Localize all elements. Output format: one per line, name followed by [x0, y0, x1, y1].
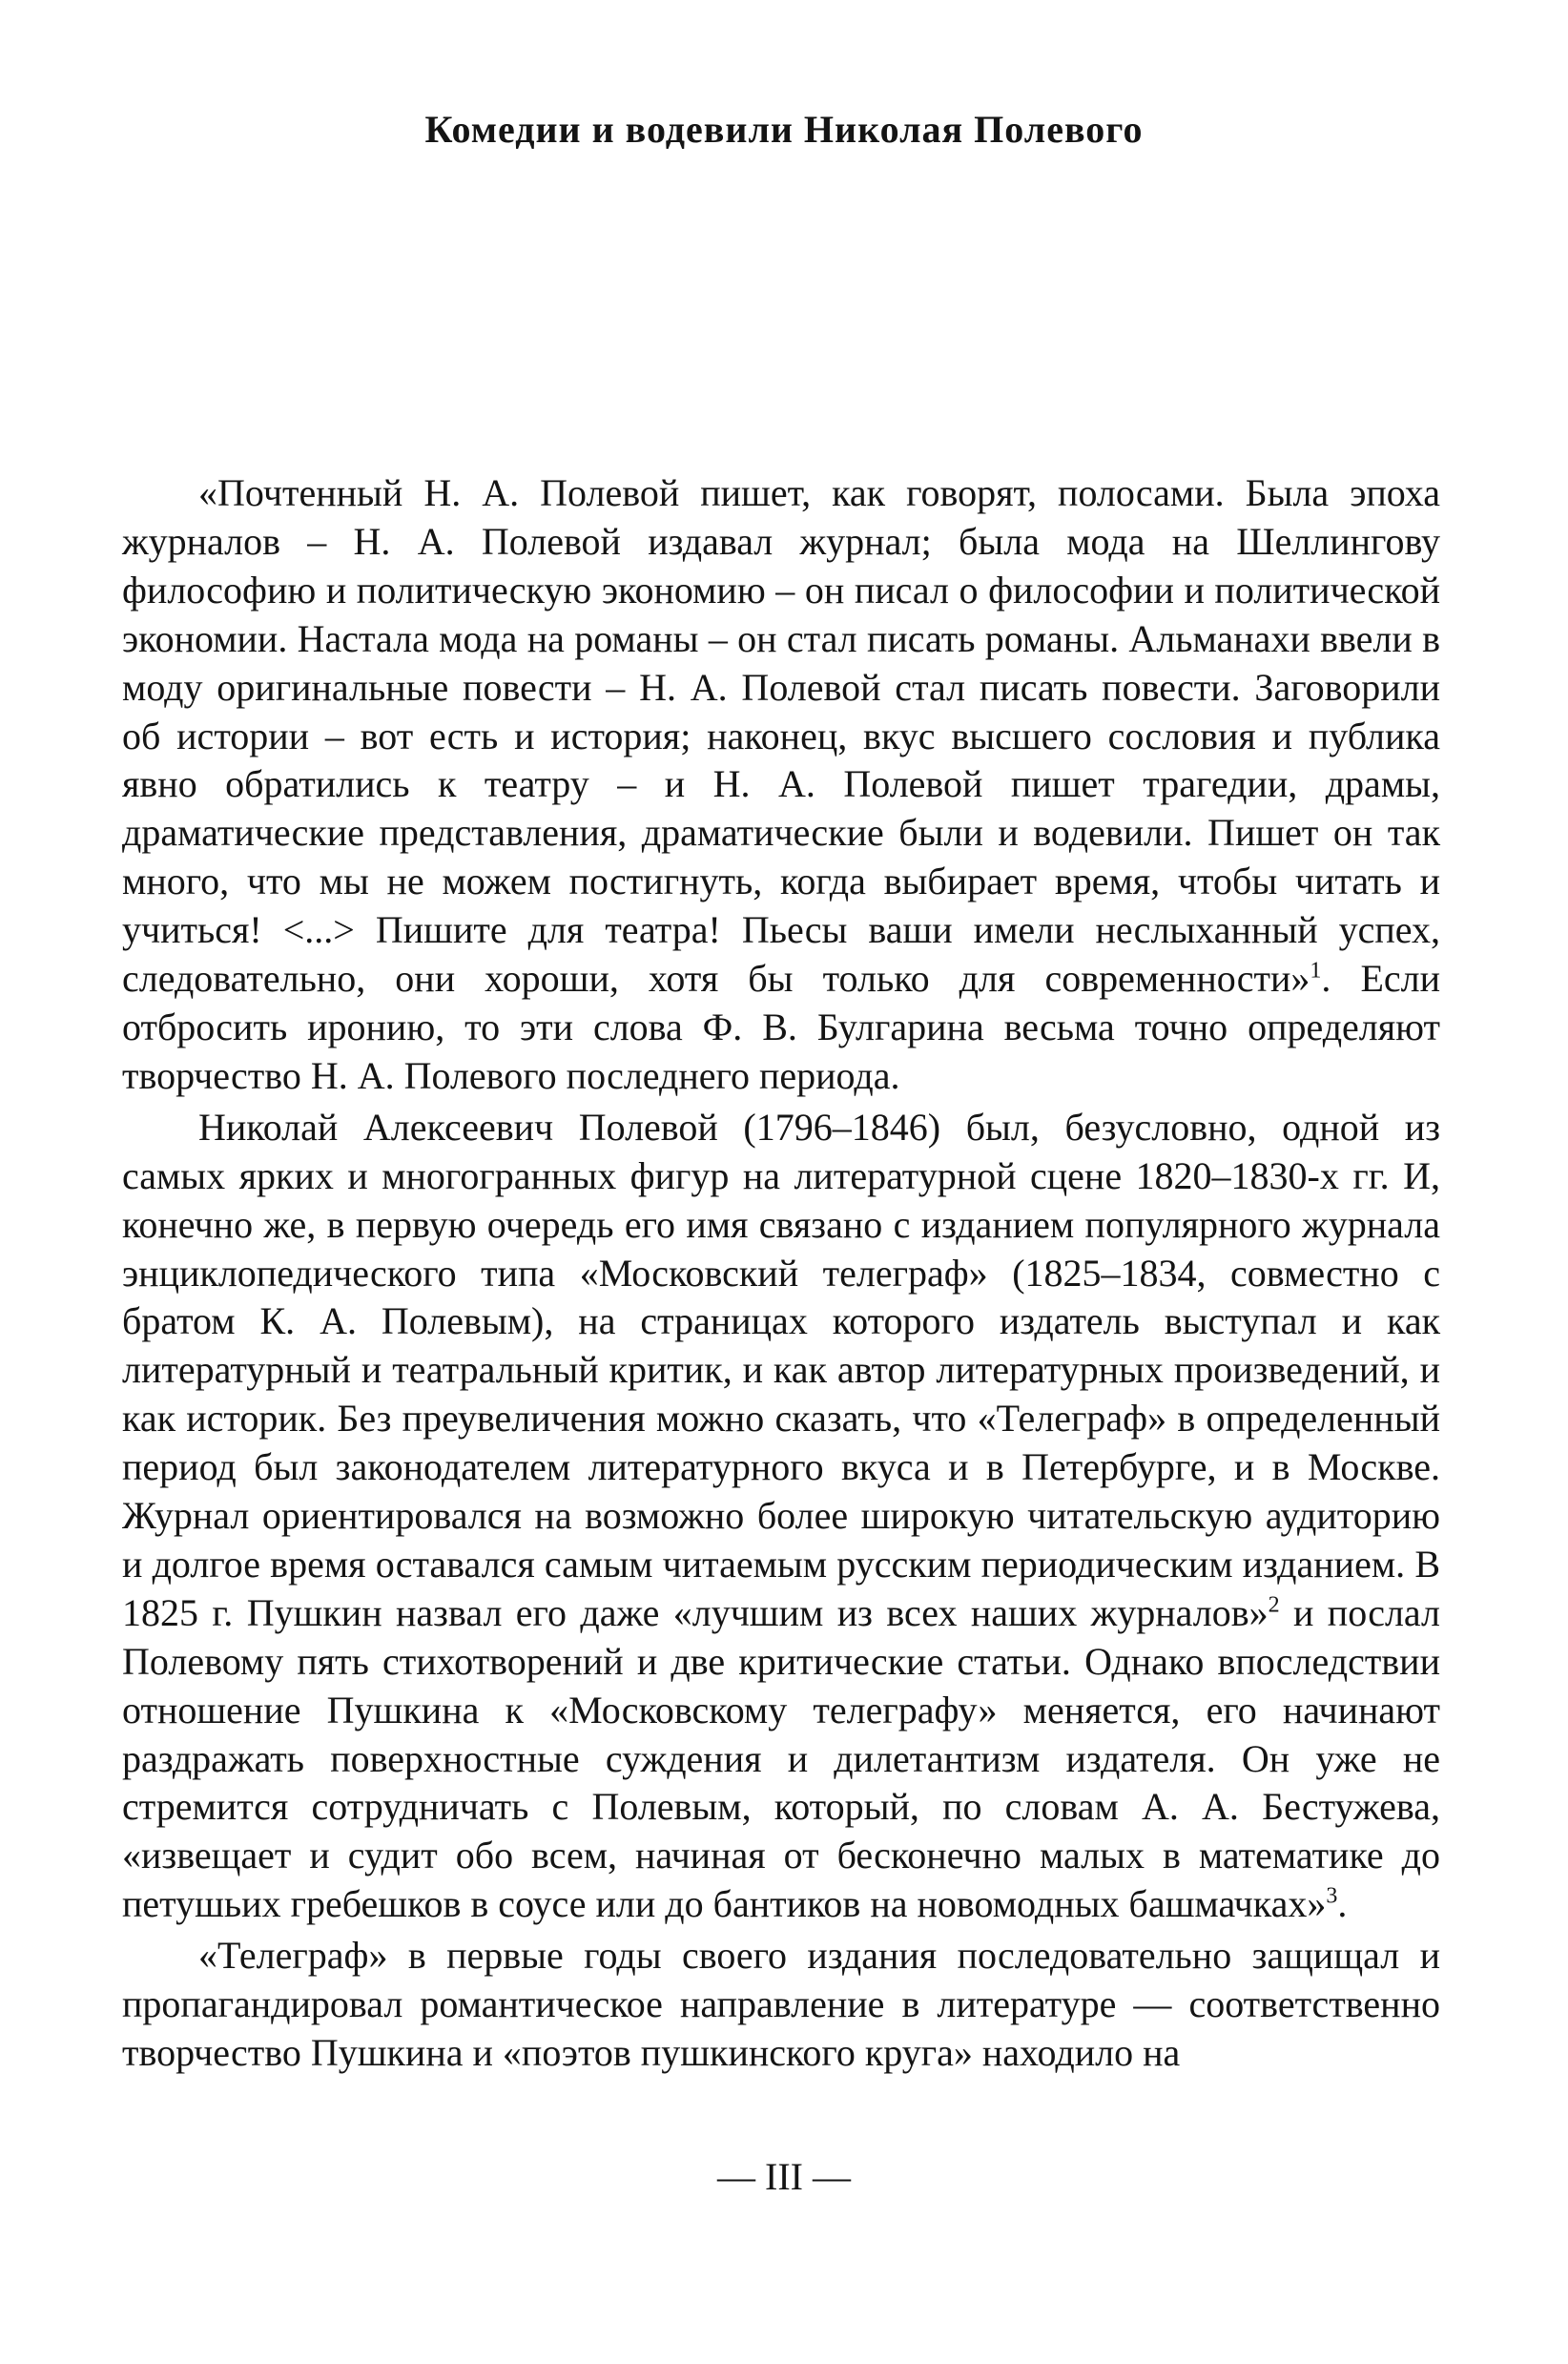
text-segment: Николай Алексеевич Полевой (1796–1846) был, безусловно, одной из самых ярких и многогранных фигур на литературной сцене 1820–1830-х гг. И, конечно же, в первую очередь его имя связано с изданием популярного журнала энциклопедического типа «Московский телеграф» (1825–1834, совместно с братом К. А. Полевым), на страницах которого издатель выступал и как литературный и театральный критик, и как автор литературных произведений, и как историк. Без преувеличения можно сказать, что «Телеграф» в определенный период был законодателем литературного вкуса и в Петербурге, и в Москве. Журнал ориентировался на возможно более широкую читательскую аудиторию и долгое время оставался самым читаемым русским периодическим изданием. В 1825 г. Пушкин назвал его даже «лучшим из всех наших журналов» [122, 1105, 1440, 1634]
text-segment: «Почтенный Н. А. Полевой пишет, как говорят, полосами. Была эпоха журналов – Н. А. Полевой издавал журнал; была мода на Шеллингову философию и политическую экономию – он писал о философии и политической экономии. Настала мода на романы – он стал писать романы. Альманахи ввели в моду оригинальные повести – Н. А. Полевой стал писать повести. Заговорили об истории – вот есть и история; наконец, вкус высшего сословия и публика явно обратились к театру – и Н. А. Полевой пишет трагедии, драмы, драматические представления, драматические были и водевили. Пишет он так много, что мы не можем постигнуть, когда выбирает время, чтобы читать и учиться! <...> Пишите для театра! Пьесы ваши имели неслыханный успех, следовательно, они хороши, хотя бы только для современности» [122, 471, 1440, 1001]
body-text [122, 469, 1440, 2078]
paragraph-polevoy-biography [122, 1104, 1440, 1929]
footnote-marker: 3 [1326, 1883, 1338, 1909]
page-number: — III — [717, 2155, 851, 2198]
footnote-marker: 2 [1268, 1592, 1280, 1618]
paragraph-telegraph-romanticism [122, 1932, 1440, 2078]
footnote-marker: 1 [1310, 958, 1322, 984]
paragraph-bulgarin-quote [122, 469, 1440, 1101]
text-segment: . Если отбросить иронию, то эти слова Ф. В. Булгарина весьма точно определяют творчество Н. А. Полевого последнего периода. [122, 957, 1440, 1097]
text-segment: . [1337, 1882, 1348, 1926]
page-title: Комедии и водевили Николая Полевого [424, 108, 1144, 151]
text-segment: «Телеграф» в первые годы своего издания последовательно защищал и пропагандировал романтическое направление в литературе — соответственно творчество Пушкина и «поэтов пушкинского круга» находило на [122, 1934, 1440, 2074]
text-segment: и послал Полевому пять стихотворений и две критические статьи. Однако впоследствии отношение Пушкина к «Московскому телеграфу» меняется, его начинают раздражать поверхностные суждения и дилетантизм издателя. Он уже не стремится сотрудничать с Полевым, который, по словам А. А. Бестужева, «извещает и судит обо всем, начиная от бесконечно малых в математике до петушьих гребешков в соусе или до бантиков на новомодных башмачках» [122, 1590, 1440, 1926]
